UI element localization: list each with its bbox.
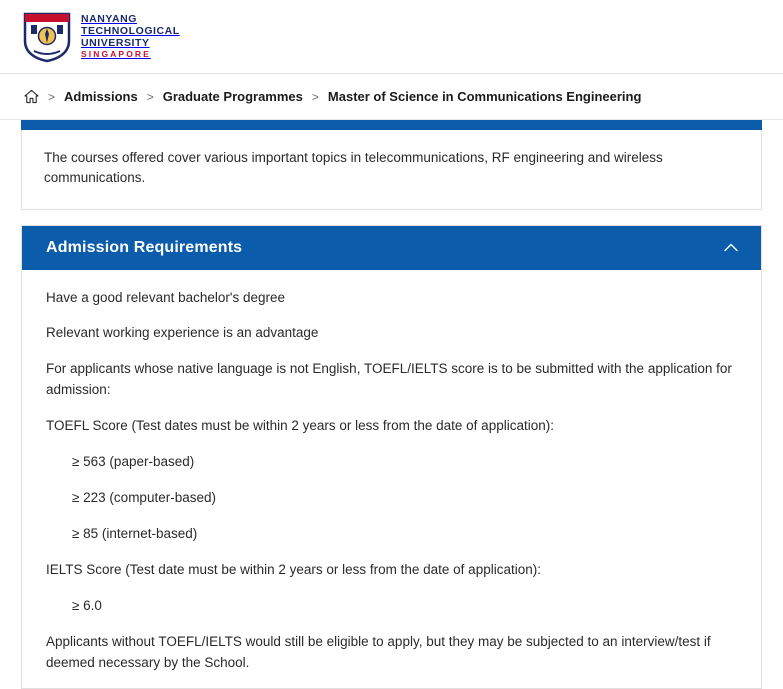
requirement-item: ≥ 6.0 [72, 597, 102, 613]
logo-line-4: SINGAPORE [81, 49, 151, 60]
breadcrumb [0, 74, 783, 120]
breadcrumb-item-admissions[interactable]: Admissions [64, 89, 138, 104]
site-header [0, 0, 783, 74]
requirement-item: Have a good relevant bachelor's degree [46, 289, 285, 305]
chevron-up-icon[interactable] [723, 240, 739, 256]
panel-top-accent-bar [21, 120, 762, 130]
logo-line-3: UNIVERSITY [81, 36, 150, 49]
ntu-wordmark [81, 13, 180, 60]
accordion-title: Admission Requirements [46, 238, 243, 256]
requirement-item: ≥ 85 (internet-based) [72, 525, 198, 541]
breadcrumb-current-page: Master of Science in Communications Engineering [327, 89, 642, 104]
requirement-item: Applicants without TOEFL/IELTS would still be eligible to apply, but they may be subjected to an interview/test if deemed necessary by the School. [46, 633, 711, 670]
main-content [0, 120, 783, 689]
breadcrumb-separator-2: > [146, 89, 154, 104]
admission-requirements-accordion [21, 225, 762, 689]
accordion-body-admission-requirements [22, 270, 761, 688]
requirement-item: Relevant working experience is an advantage [46, 325, 319, 341]
programme-intro-text: The courses offered cover various important topics in telecommunications, RF engineering and wireless communications. [44, 150, 663, 186]
breadcrumb-item-graduate-programmes[interactable]: Graduate Programmes [162, 89, 303, 104]
accordion-header-admission-requirements[interactable] [22, 226, 761, 270]
breadcrumb-separator-1: > [48, 89, 56, 104]
requirement-item: ≥ 223 (computer-based) [72, 490, 216, 506]
logo-line-2: TECHNOLOGICAL [81, 24, 180, 37]
breadcrumb-separator-3: > [311, 89, 319, 104]
ntu-crest-icon [22, 11, 72, 63]
requirement-item: TOEFL Score (Test dates must be within 2 years or less from the date of application): [46, 418, 554, 434]
requirement-item: IELTS Score (Test date must be within 2 years or less from the date of application): [46, 561, 541, 577]
home-icon[interactable] [24, 89, 39, 104]
ntu-logo-link[interactable] [22, 11, 180, 63]
logo-line-1: NANYANG [81, 13, 137, 26]
requirement-item: For applicants whose native language is not English, TOEFL/IELTS score is to be submitted with the application for admission: [46, 361, 732, 398]
requirement-item: ≥ 563 (paper-based) [72, 454, 195, 470]
programme-intro-panel [21, 130, 762, 210]
